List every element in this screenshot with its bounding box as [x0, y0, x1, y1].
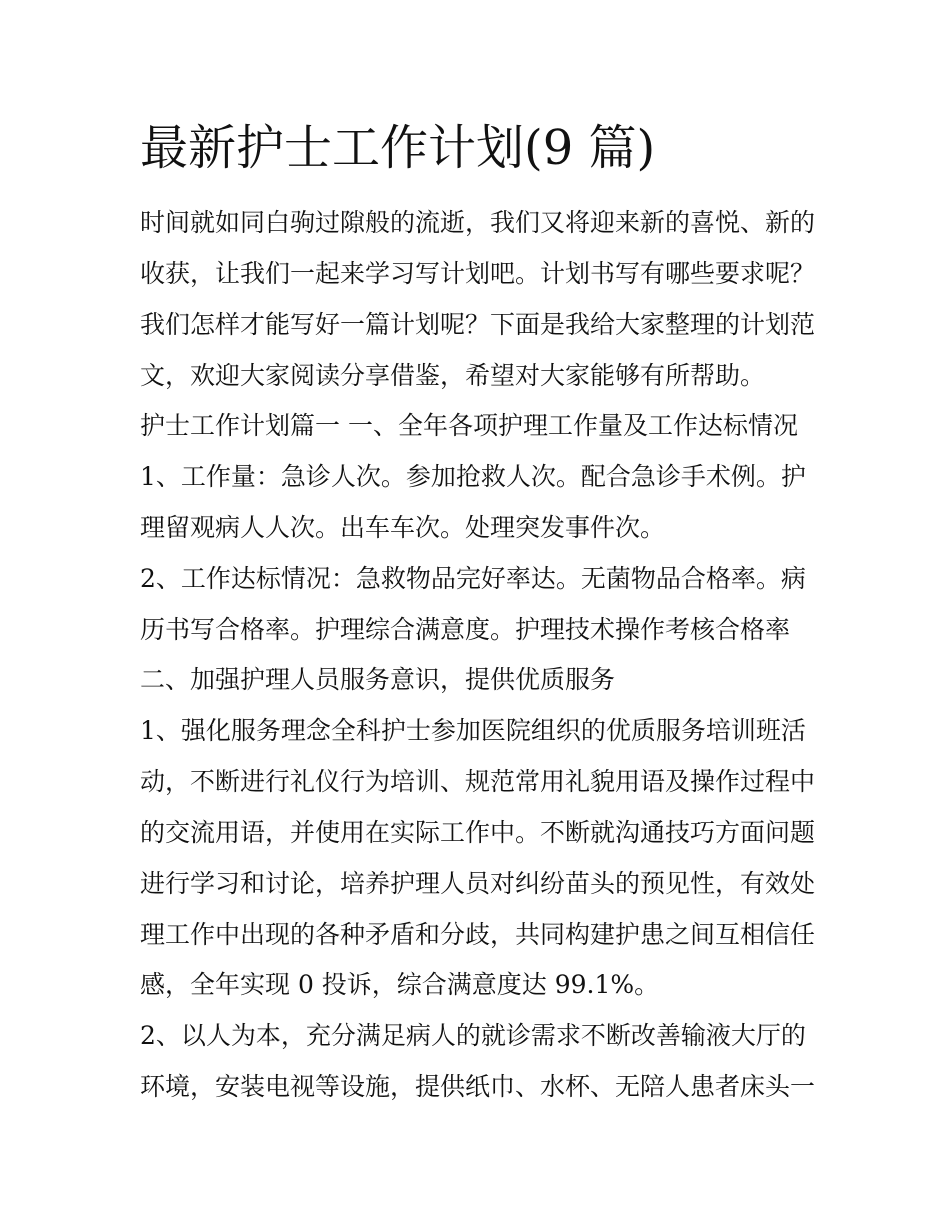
body-line: 时间就如同白驹过隙般的流逝，我们又将迎来新的喜悦、新的 [140, 208, 816, 237]
body-line: 进行学习和讨论，培养护理人员对纠纷苗头的预见性，有效处 [140, 869, 816, 898]
body-line: 理工作中出现的各种矛盾和分歧，共同构建护患之间互相信任 [140, 920, 816, 949]
body-line: 理留观病人人次。出车车次。处理突发事件次。 [140, 513, 666, 542]
body-line: 环境，安装电视等设施，提供纸巾、水杯、无陪人患者床头一 [140, 1072, 816, 1101]
body-line: 1、工作量：急诊人次。参加抢救人次。配合急诊手术例。护 [140, 462, 806, 491]
body-line: 2、以人为本，充分满足病人的就诊需求不断改善输液大厅的 [140, 1021, 806, 1050]
body-line: 文，欢迎大家阅读分享借鉴，希望对大家能够有所帮助。 [140, 361, 766, 390]
body-line: 的交流用语，并使用在实际工作中。不断就沟通技巧方面问题 [140, 818, 816, 847]
body-line: 动，不断进行礼仪行为培训、规范常用礼貌用语及操作过程中 [140, 767, 816, 796]
body-line: 历书写合格率。护理综合满意度。护理技术操作考核合格率 [140, 615, 791, 644]
body-line: 1、强化服务理念全科护士参加医院组织的优质服务培训班活 [140, 716, 806, 745]
section-heading-line: 护士工作计划篇一 一、全年各项护理工作量及工作达标情况 [140, 411, 798, 440]
body-line: 感，全年实现 0 投诉，综合满意度达 99.1%。 [140, 970, 660, 999]
body-line: 我们怎样才能写好一篇计划呢？下面是我给大家整理的计划范 [140, 310, 816, 339]
body-line: 2、工作达标情况：急救物品完好率达。无菌物品合格率。病 [140, 564, 806, 593]
document-title: 最新护士工作计划(9 篇) [140, 120, 656, 176]
section-heading-line: 二、加强护理人员服务意识，提供优质服务 [140, 665, 616, 694]
body-line: 收获，让我们一起来学习写计划吧。计划书写有哪些要求呢？ [140, 259, 816, 288]
